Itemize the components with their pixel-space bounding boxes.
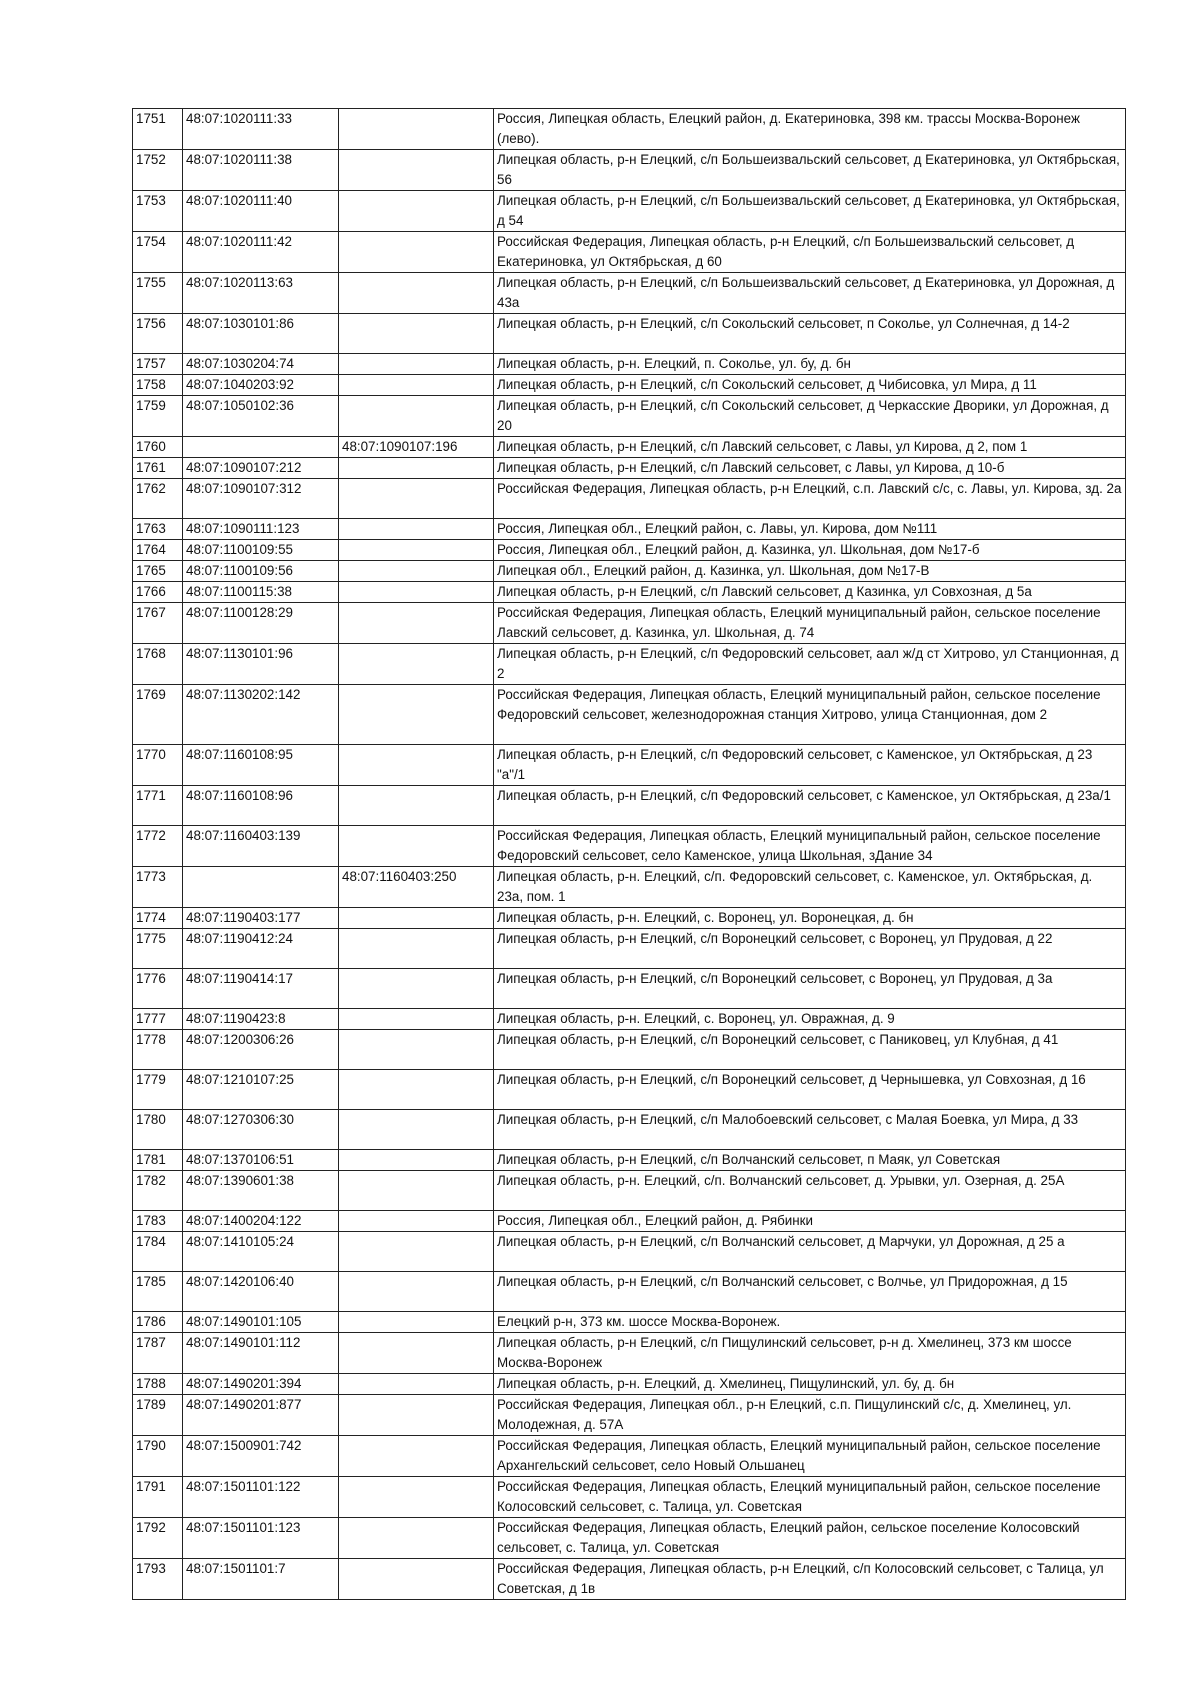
row-number-cell: 1775 (133, 929, 183, 969)
table-row (133, 1333, 1126, 1374)
secondary-cadastral-number-cell (339, 561, 494, 582)
secondary-cadastral-number-cell (339, 644, 494, 685)
table-row (133, 314, 1126, 354)
cadastral-number-cell: 48:07:1030204:74 (183, 354, 339, 375)
address-cell: Липецкая область, р-н Елецкий, с/п Большеизвальский сельсовет, д Екатериновка, ул Дорожная, д 43а (494, 273, 1126, 314)
cadastral-number-cell: 48:07:1100109:55 (183, 540, 339, 561)
table-row (133, 540, 1126, 561)
cadastral-number-cell (183, 867, 339, 908)
secondary-cadastral-number-cell (339, 908, 494, 929)
address-cell: Липецкая область, р-н. Елецкий, с. Воронец, ул. Овражная, д. 9 (494, 1009, 1126, 1030)
address-cell: Липецкая область, р-н Елецкий, с/п Федоровский сельсовет, с Каменское, ул Октябрьская, д 23 "а"/1 (494, 745, 1126, 786)
row-number-cell: 1751 (133, 109, 183, 150)
secondary-cadastral-number-cell (339, 479, 494, 519)
address-cell: Российская Федерация, Липецкая область, Елецкий муниципальный район, сельское поселение Колосовский сельсовет, с. Талица, ул. Советская (494, 1477, 1126, 1518)
secondary-cadastral-number-cell (339, 685, 494, 745)
row-number-cell: 1787 (133, 1333, 183, 1374)
table-row (133, 1559, 1126, 1600)
table-row (133, 1477, 1126, 1518)
table-row (133, 396, 1126, 437)
secondary-cadastral-number-cell (339, 1110, 494, 1150)
address-cell: Российская Федерация, Липецкая область, Елецкий муниципальный район, сельское поселение Федоровский сельсовет, железнодорожная станция Хитрово, улица Станционная, дом 2 (494, 685, 1126, 745)
address-cell: Липецкая область, р-н Елецкий, с/п Сокольский сельсовет, д Черкасские Дворики, ул Дорожная, д 20 (494, 396, 1126, 437)
secondary-cadastral-number-cell (339, 1232, 494, 1272)
table-row (133, 1030, 1126, 1070)
address-cell: Липецкая область, р-н. Елецкий, с. Воронец, ул. Воронецкая, д. бн (494, 908, 1126, 929)
cadastral-number-cell: 48:07:1410105:24 (183, 1232, 339, 1272)
row-number-cell: 1789 (133, 1395, 183, 1436)
table-row (133, 1211, 1126, 1232)
row-number-cell: 1764 (133, 540, 183, 561)
row-number-cell: 1769 (133, 685, 183, 745)
table-row (133, 1395, 1126, 1436)
secondary-cadastral-number-cell (339, 786, 494, 826)
table-row (133, 1110, 1126, 1150)
secondary-cadastral-number-cell (339, 232, 494, 273)
address-cell: Липецкая область, р-н Елецкий, с/п Волчанский сельсовет, д Марчуки, ул Дорожная, д 25 а (494, 1232, 1126, 1272)
cadastral-number-cell: 48:07:1490201:394 (183, 1374, 339, 1395)
row-number-cell: 1755 (133, 273, 183, 314)
cadastral-number-cell: 48:07:1190412:24 (183, 929, 339, 969)
secondary-cadastral-number-cell (339, 1312, 494, 1333)
address-cell: Липецкая область, р-н Елецкий, с/п Лавский сельсовет, с Лавы, ул Кирова, д 10-б (494, 458, 1126, 479)
row-number-cell: 1756 (133, 314, 183, 354)
secondary-cadastral-number-cell (339, 1030, 494, 1070)
table-row (133, 191, 1126, 232)
table-row (133, 1009, 1126, 1030)
row-number-cell: 1766 (133, 582, 183, 603)
row-number-cell: 1779 (133, 1070, 183, 1110)
address-cell: Российская Федерация, Липецкая обл., р-н Елецкий, с.п. Пищулинский с/с, д. Хмелинец, ул. Молодежная, д. 57А (494, 1395, 1126, 1436)
table-row (133, 644, 1126, 685)
address-cell: Липецкая область, р-н Елецкий, с/п Воронецкий сельсовет, д Чернышевка, ул Совхозная, д 16 (494, 1070, 1126, 1110)
address-cell: Россия, Липецкая обл., Елецкий район, д. Казинка, ул. Школьная, дом №17-б (494, 540, 1126, 561)
row-number-cell: 1785 (133, 1272, 183, 1312)
table-row (133, 519, 1126, 540)
row-number-cell: 1791 (133, 1477, 183, 1518)
table-row (133, 603, 1126, 644)
table-row (133, 786, 1126, 826)
cadastral-number-cell: 48:07:1050102:36 (183, 396, 339, 437)
secondary-cadastral-number-cell (339, 1171, 494, 1211)
row-number-cell: 1793 (133, 1559, 183, 1600)
row-number-cell: 1768 (133, 644, 183, 685)
address-cell: Липецкая область, р-н. Елецкий, п. Соколье, ул. бу, д. бн (494, 354, 1126, 375)
secondary-cadastral-number-cell (339, 969, 494, 1009)
row-number-cell: 1762 (133, 479, 183, 519)
secondary-cadastral-number-cell (339, 354, 494, 375)
row-number-cell: 1773 (133, 867, 183, 908)
table-row (133, 437, 1126, 458)
table-row (133, 232, 1126, 273)
table-row (133, 826, 1126, 867)
table-row (133, 867, 1126, 908)
address-cell: Российская Федерация, Липецкая область, Елецкий муниципальный район, сельское поселение Архангельский сельсовет, село Новый Ольшанец (494, 1436, 1126, 1477)
cadastral-number-cell: 48:07:1020111:33 (183, 109, 339, 150)
secondary-cadastral-number-cell (339, 1333, 494, 1374)
row-number-cell: 1781 (133, 1150, 183, 1171)
address-cell: Липецкая область, р-н Елецкий, с/п Пищулинский сельсовет, р-н д. Хмелинец, 373 км шоссе Москва-Воронеж (494, 1333, 1126, 1374)
address-cell: Липецкая область, р-н Елецкий, с/п Сокольский сельсовет, д Чибисовка, ул Мира, д 11 (494, 375, 1126, 396)
table-row (133, 929, 1126, 969)
cadastral-number-cell: 48:07:1190414:17 (183, 969, 339, 1009)
address-cell: Липецкая область, р-н Елецкий, с/п Федоровский сельсовет, с Каменское, ул Октябрьская, д 23а/1 (494, 786, 1126, 826)
table-row (133, 375, 1126, 396)
address-cell: Российская Федерация, Липецкая область, р-н Елецкий, с.п. Лавский с/с, с. Лавы, ул. Кирова, зд. 2а (494, 479, 1126, 519)
secondary-cadastral-number-cell (339, 1395, 494, 1436)
cadastral-number-cell: 48:07:1390601:38 (183, 1171, 339, 1211)
address-cell: Липецкая область, р-н Елецкий, с/п Федоровский сельсовет, аал ж/д ст Хитрово, ул Станционная, д 2 (494, 644, 1126, 685)
cadastral-number-cell: 48:07:1090107:212 (183, 458, 339, 479)
secondary-cadastral-number-cell (339, 1477, 494, 1518)
registry-table (132, 108, 1126, 1600)
address-cell: Российская Федерация, Липецкая область, Елецкий район, сельское поселение Колосовский сельсовет, с. Талица, ул. Советская (494, 1518, 1126, 1559)
secondary-cadastral-number-cell: 48:07:1090107:196 (339, 437, 494, 458)
cadastral-number-cell: 48:07:1490101:112 (183, 1333, 339, 1374)
table-row (133, 582, 1126, 603)
row-number-cell: 1763 (133, 519, 183, 540)
table-row (133, 1374, 1126, 1395)
row-number-cell: 1776 (133, 969, 183, 1009)
table-row (133, 1272, 1126, 1312)
address-cell: Липецкая область, р-н Елецкий, с/п Сокольский сельсовет, п Соколье, ул Солнечная, д 14-2 (494, 314, 1126, 354)
cadastral-number-cell: 48:07:1210107:25 (183, 1070, 339, 1110)
secondary-cadastral-number-cell (339, 150, 494, 191)
row-number-cell: 1774 (133, 908, 183, 929)
cadastral-number-cell: 48:07:1420106:40 (183, 1272, 339, 1312)
row-number-cell: 1790 (133, 1436, 183, 1477)
cadastral-number-cell: 48:07:1100115:38 (183, 582, 339, 603)
cadastral-number-cell: 48:07:1030101:86 (183, 314, 339, 354)
address-cell: Липецкая область, р-н Елецкий, с/п Малобоевский сельсовет, с Малая Боевка, ул Мира, д 33 (494, 1110, 1126, 1150)
secondary-cadastral-number-cell (339, 109, 494, 150)
cadastral-number-cell: 48:07:1490101:105 (183, 1312, 339, 1333)
cadastral-number-cell: 48:07:1501101:7 (183, 1559, 339, 1600)
address-cell: Липецкая область, р-н Елецкий, с/п Большеизвальский сельсовет, д Екатериновка, ул Октябрьская, д 54 (494, 191, 1126, 232)
address-cell: Россия, Липецкая обл., Елецкий район, с. Лавы, ул. Кирова, дом №111 (494, 519, 1126, 540)
table-row (133, 685, 1126, 745)
secondary-cadastral-number-cell (339, 1518, 494, 1559)
table-row (133, 908, 1126, 929)
address-cell: Российская Федерация, Липецкая область, р-н Елецкий, с/п Большеизвальский сельсовет, д Екатериновка, ул Октябрьская, д 60 (494, 232, 1126, 273)
row-number-cell: 1758 (133, 375, 183, 396)
table-row (133, 1312, 1126, 1333)
table-row (133, 1171, 1126, 1211)
secondary-cadastral-number-cell (339, 314, 494, 354)
row-number-cell: 1788 (133, 1374, 183, 1395)
secondary-cadastral-number-cell (339, 273, 494, 314)
secondary-cadastral-number-cell (339, 1272, 494, 1312)
secondary-cadastral-number-cell (339, 929, 494, 969)
row-number-cell: 1782 (133, 1171, 183, 1211)
address-cell: Липецкая область, р-н. Елецкий, с/п. Федоровский сельсовет, с. Каменское, ул. Октябрьская, д. 23а, пом. 1 (494, 867, 1126, 908)
address-cell: Липецкая область, р-н Елецкий, с/п Воронецкий сельсовет, с Паниковец, ул Клубная, д 41 (494, 1030, 1126, 1070)
row-number-cell: 1786 (133, 1312, 183, 1333)
cadastral-number-cell: 48:07:1490201:877 (183, 1395, 339, 1436)
table-row (133, 458, 1126, 479)
table-row (133, 745, 1126, 786)
address-cell: Елецкий р-н, 373 км. шоссе Москва-Воронеж. (494, 1312, 1126, 1333)
secondary-cadastral-number-cell (339, 1009, 494, 1030)
table-row (133, 969, 1126, 1009)
address-cell: Россия, Липецкая обл., Елецкий район, д. Рябинки (494, 1211, 1126, 1232)
secondary-cadastral-number-cell (339, 826, 494, 867)
address-cell: Российская Федерация, Липецкая область, р-н Елецкий, с/п Колосовский сельсовет, с Талица, ул Советская, д 1в (494, 1559, 1126, 1600)
cadastral-number-cell: 48:07:1160108:95 (183, 745, 339, 786)
address-cell: Липецкая область, р-н Елецкий, с/п Лавский сельсовет, с Лавы, ул Кирова, д 2, пом 1 (494, 437, 1126, 458)
row-number-cell: 1778 (133, 1030, 183, 1070)
cadastral-number-cell: 48:07:1190423:8 (183, 1009, 339, 1030)
row-number-cell: 1792 (133, 1518, 183, 1559)
row-number-cell: 1784 (133, 1232, 183, 1272)
row-number-cell: 1770 (133, 745, 183, 786)
secondary-cadastral-number-cell (339, 540, 494, 561)
row-number-cell: 1783 (133, 1211, 183, 1232)
cadastral-number-cell: 48:07:1160403:139 (183, 826, 339, 867)
cadastral-number-cell (183, 437, 339, 458)
address-cell: Липецкая область, р-н Елецкий, с/п Воронецкий сельсовет, с Воронец, ул Прудовая, д 3а (494, 969, 1126, 1009)
table-row (133, 479, 1126, 519)
row-number-cell: 1759 (133, 396, 183, 437)
address-cell: Российская Федерация, Липецкая область, Елецкий муниципальный район, сельское поселение Лавский сельсовет, д. Казинка, ул. Школьная, д. 74 (494, 603, 1126, 644)
row-number-cell: 1780 (133, 1110, 183, 1150)
address-cell: Липецкая область, р-н. Елецкий, д. Хмелинец, Пищулинский, ул. бу, д. бн (494, 1374, 1126, 1395)
table-row (133, 354, 1126, 375)
secondary-cadastral-number-cell (339, 1374, 494, 1395)
table-row (133, 1436, 1126, 1477)
row-number-cell: 1767 (133, 603, 183, 644)
address-cell: Липецкая область, р-н Елецкий, с/п Волчанский сельсовет, с Волчье, ул Придорожная, д 15 (494, 1272, 1126, 1312)
secondary-cadastral-number-cell: 48:07:1160403:250 (339, 867, 494, 908)
secondary-cadastral-number-cell (339, 582, 494, 603)
cadastral-number-cell: 48:07:1020113:63 (183, 273, 339, 314)
secondary-cadastral-number-cell (339, 1150, 494, 1171)
cadastral-number-cell: 48:07:1160108:96 (183, 786, 339, 826)
secondary-cadastral-number-cell (339, 745, 494, 786)
cadastral-number-cell: 48:07:1270306:30 (183, 1110, 339, 1150)
secondary-cadastral-number-cell (339, 603, 494, 644)
row-number-cell: 1765 (133, 561, 183, 582)
secondary-cadastral-number-cell (339, 396, 494, 437)
cadastral-number-cell: 48:07:1090111:123 (183, 519, 339, 540)
row-number-cell: 1757 (133, 354, 183, 375)
table-row (133, 1232, 1126, 1272)
secondary-cadastral-number-cell (339, 458, 494, 479)
secondary-cadastral-number-cell (339, 1436, 494, 1477)
secondary-cadastral-number-cell (339, 1070, 494, 1110)
address-cell: Липецкая область, р-н Елецкий, с/п Большеизвальский сельсовет, д Екатериновка, ул Октябрьская, 56 (494, 150, 1126, 191)
cadastral-number-cell: 48:07:1100109:56 (183, 561, 339, 582)
row-number-cell: 1753 (133, 191, 183, 232)
cadastral-number-cell: 48:07:1020111:38 (183, 150, 339, 191)
cadastral-number-cell: 48:07:1501101:123 (183, 1518, 339, 1559)
table-row (133, 150, 1126, 191)
row-number-cell: 1777 (133, 1009, 183, 1030)
table-row (133, 1150, 1126, 1171)
address-cell: Липецкая область, р-н Елецкий, с/п Волчанский сельсовет, п Маяк, ул Советская (494, 1150, 1126, 1171)
secondary-cadastral-number-cell (339, 375, 494, 396)
cadastral-number-cell: 48:07:1400204:122 (183, 1211, 339, 1232)
table-row (133, 273, 1126, 314)
cadastral-number-cell: 48:07:1200306:26 (183, 1030, 339, 1070)
address-cell: Липецкая область, р-н. Елецкий, с/п. Волчанский сельсовет, д. Урывки, ул. Озерная, д. 25А (494, 1171, 1126, 1211)
row-number-cell: 1772 (133, 826, 183, 867)
table-row (133, 1518, 1126, 1559)
row-number-cell: 1761 (133, 458, 183, 479)
registry-table-body (133, 109, 1126, 1600)
secondary-cadastral-number-cell (339, 1211, 494, 1232)
cadastral-number-cell: 48:07:1020111:40 (183, 191, 339, 232)
row-number-cell: 1771 (133, 786, 183, 826)
table-row (133, 1070, 1126, 1110)
address-cell: Липецкая обл., Елецкий район, д. Казинка, ул. Школьная, дом №17-В (494, 561, 1126, 582)
row-number-cell: 1752 (133, 150, 183, 191)
cadastral-number-cell: 48:07:1190403:177 (183, 908, 339, 929)
address-cell: Российская Федерация, Липецкая область, Елецкий муниципальный район, сельское поселение Федоровский сельсовет, село Каменское, улица Школьная, зДание 34 (494, 826, 1126, 867)
cadastral-number-cell: 48:07:1501101:122 (183, 1477, 339, 1518)
address-cell: Липецкая область, р-н Елецкий, с/п Лавский сельсовет, д Казинка, ул Совхозная, д 5а (494, 582, 1126, 603)
cadastral-number-cell: 48:07:1100128:29 (183, 603, 339, 644)
secondary-cadastral-number-cell (339, 519, 494, 540)
cadastral-number-cell: 48:07:1040203:92 (183, 375, 339, 396)
cadastral-number-cell: 48:07:1130202:142 (183, 685, 339, 745)
secondary-cadastral-number-cell (339, 1559, 494, 1600)
row-number-cell: 1754 (133, 232, 183, 273)
row-number-cell: 1760 (133, 437, 183, 458)
table-row (133, 109, 1126, 150)
cadastral-number-cell: 48:07:1130101:96 (183, 644, 339, 685)
secondary-cadastral-number-cell (339, 191, 494, 232)
cadastral-number-cell: 48:07:1370106:51 (183, 1150, 339, 1171)
table-row (133, 561, 1126, 582)
cadastral-number-cell: 48:07:1020111:42 (183, 232, 339, 273)
address-cell: Россия, Липецкая область, Елецкий район, д. Екатериновка, 398 км. трассы Москва-Воронеж (лево). (494, 109, 1126, 150)
cadastral-number-cell: 48:07:1090107:312 (183, 479, 339, 519)
cadastral-number-cell: 48:07:1500901:742 (183, 1436, 339, 1477)
address-cell: Липецкая область, р-н Елецкий, с/п Воронецкий сельсовет, с Воронец, ул Прудовая, д 22 (494, 929, 1126, 969)
